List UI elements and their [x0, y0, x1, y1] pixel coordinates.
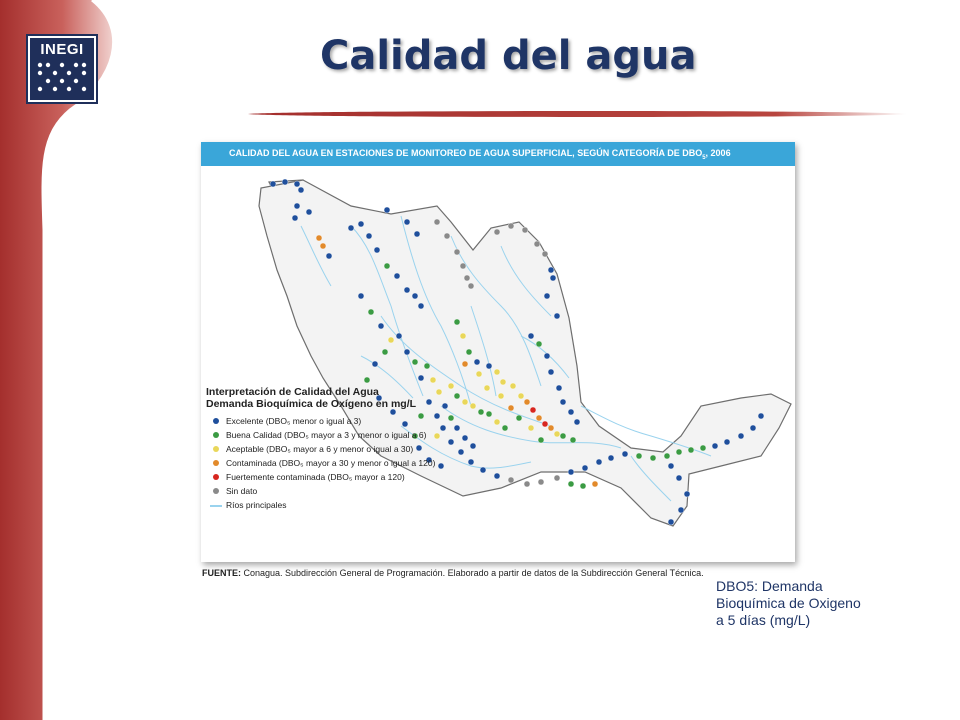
map-legend — [206, 386, 466, 512]
station-marker — [364, 377, 370, 383]
station-marker — [684, 491, 690, 497]
station-marker — [348, 225, 354, 231]
station-marker — [368, 309, 374, 315]
station-marker — [468, 283, 474, 289]
station-marker — [462, 361, 468, 367]
station-marker — [464, 275, 470, 281]
station-marker — [550, 275, 556, 281]
station-marker — [470, 403, 476, 409]
station-marker — [548, 425, 554, 431]
station-marker — [738, 433, 744, 439]
station-marker — [414, 231, 420, 237]
legend-item-label: Aceptable (DBO₅ mayor a 6 y menor o igual a 30) — [226, 444, 414, 454]
station-marker — [524, 399, 530, 405]
station-marker — [394, 273, 400, 279]
station-marker — [668, 519, 674, 525]
note-line-2: Bioquímica de Oxigeno — [716, 595, 861, 611]
station-marker — [678, 507, 684, 513]
note-line-1: DBO5: Demanda — [716, 578, 823, 594]
station-marker — [596, 459, 602, 465]
dot-icon — [213, 432, 219, 438]
side-decorative-band — [0, 0, 140, 720]
station-marker — [636, 453, 642, 459]
source-text: Conagua. Subdirección General de Programación. Elaborado a partir de datos de la Subdirección General Técnica. — [241, 568, 704, 578]
station-marker — [568, 481, 574, 487]
station-marker — [554, 313, 560, 319]
station-marker — [418, 375, 424, 381]
station-marker — [502, 425, 508, 431]
station-marker — [568, 469, 574, 475]
slide-title: Calidad del agua — [320, 33, 697, 79]
legend-item-label: Ríos principales — [226, 500, 287, 510]
station-marker — [750, 425, 756, 431]
station-marker — [412, 359, 418, 365]
station-marker — [538, 479, 544, 485]
station-marker — [424, 363, 430, 369]
station-marker — [592, 481, 598, 487]
station-marker — [498, 393, 504, 399]
station-marker — [668, 463, 674, 469]
station-marker — [544, 353, 550, 359]
station-marker — [444, 233, 450, 239]
legend-item-label: Fuertemente contaminada (DBO₅ mayor a 120) — [226, 472, 405, 482]
legend-title: Interpretación de Calidad del Agua — [206, 386, 379, 398]
station-marker — [306, 209, 312, 215]
station-marker — [372, 361, 378, 367]
station-marker — [560, 433, 566, 439]
title-underline — [248, 110, 908, 118]
legend-item-label: Contaminada (DBO₅ mayor a 30 y menor o igual a 120) — [226, 458, 436, 468]
station-marker — [366, 233, 372, 239]
legend-item — [206, 442, 466, 456]
station-marker — [412, 293, 418, 299]
station-marker — [534, 241, 540, 247]
station-marker — [316, 235, 322, 241]
station-marker — [522, 227, 528, 233]
station-marker — [378, 323, 384, 329]
source-label: FUENTE: — [202, 568, 241, 578]
station-marker — [676, 475, 682, 481]
station-marker — [382, 349, 388, 355]
station-marker — [536, 341, 542, 347]
station-marker — [542, 421, 548, 427]
station-marker — [270, 181, 276, 187]
station-marker — [582, 465, 588, 471]
station-marker — [548, 369, 554, 375]
legend-items — [206, 414, 466, 512]
station-marker — [358, 293, 364, 299]
station-marker — [468, 459, 474, 465]
logo-text: INEGI — [40, 41, 84, 58]
station-marker — [724, 439, 730, 445]
station-marker — [404, 349, 410, 355]
river-line-icon — [210, 505, 222, 507]
station-marker — [554, 431, 560, 437]
station-marker — [434, 219, 440, 225]
station-marker — [494, 473, 500, 479]
station-marker — [542, 251, 548, 257]
station-marker — [700, 445, 706, 451]
station-marker — [574, 419, 580, 425]
dot-icon — [213, 418, 219, 424]
station-marker — [494, 229, 500, 235]
station-marker — [294, 203, 300, 209]
station-marker — [676, 449, 682, 455]
legend-item — [206, 456, 466, 470]
station-marker — [480, 467, 486, 473]
station-marker — [500, 379, 506, 385]
legend-subtitle: Demanda Bioquímica de Oxígeno en mg/L — [206, 398, 417, 410]
station-marker — [664, 453, 670, 459]
station-marker — [544, 293, 550, 299]
legend-item — [206, 484, 466, 498]
note-line-3: a 5 días (mg/L) — [716, 612, 811, 628]
inegi-logo — [28, 36, 96, 102]
station-marker — [404, 287, 410, 293]
legend-item — [206, 498, 466, 512]
station-marker — [470, 443, 476, 449]
station-marker — [530, 407, 536, 413]
legend-item-label: Sin dato — [226, 486, 258, 496]
station-marker — [508, 405, 514, 411]
legend-item — [206, 470, 466, 484]
station-marker — [560, 399, 566, 405]
station-marker — [608, 455, 614, 461]
station-marker — [460, 263, 466, 269]
water-quality-map-figure — [201, 142, 795, 562]
station-marker — [536, 415, 542, 421]
station-marker — [282, 179, 288, 185]
station-marker — [494, 369, 500, 375]
map-header-bar — [201, 142, 795, 166]
map-source — [202, 568, 704, 578]
station-marker — [478, 409, 484, 415]
station-marker — [476, 371, 482, 377]
station-marker — [418, 303, 424, 309]
dot-icon — [213, 446, 219, 452]
dot-icon — [213, 460, 219, 466]
station-marker — [556, 385, 562, 391]
station-marker — [466, 349, 472, 355]
station-marker — [528, 333, 534, 339]
legend-item — [206, 414, 466, 428]
legend-item-label: Excelente (DBO₅ menor o igual a 3) — [226, 416, 362, 426]
station-marker — [430, 377, 436, 383]
station-marker — [484, 385, 490, 391]
logo-dots-icon — [34, 60, 90, 96]
station-marker — [326, 253, 332, 259]
station-marker — [460, 333, 466, 339]
station-marker — [292, 215, 298, 221]
station-marker — [320, 243, 326, 249]
station-marker — [548, 267, 554, 273]
dot-icon — [213, 488, 219, 494]
station-marker — [474, 359, 480, 365]
station-marker — [454, 319, 460, 325]
station-marker — [374, 247, 380, 253]
dbo5-definition-note — [716, 578, 916, 629]
station-marker — [396, 333, 402, 339]
station-marker — [486, 411, 492, 417]
station-marker — [568, 409, 574, 415]
station-marker — [538, 437, 544, 443]
station-marker — [712, 443, 718, 449]
station-marker — [384, 263, 390, 269]
station-marker — [758, 413, 764, 419]
legend-item-label: Buena Calidad (DBO₅ mayor a 3 y menor o igual a 6) — [226, 430, 427, 440]
station-marker — [358, 221, 364, 227]
station-marker — [454, 249, 460, 255]
station-marker — [570, 437, 576, 443]
station-marker — [528, 425, 534, 431]
station-marker — [516, 415, 522, 421]
map-title: CALIDAD DEL AGUA EN ESTACIONES DE MONITOREO DE AGUA SUPERFICIAL, SEGÚN CATEGORÍA DE $DBO_5$, 2006 — [229, 148, 731, 161]
station-marker — [388, 337, 394, 343]
station-marker — [524, 481, 530, 487]
station-marker — [508, 223, 514, 229]
station-marker — [294, 181, 300, 187]
station-marker — [622, 451, 628, 457]
station-marker — [404, 219, 410, 225]
legend-item — [206, 428, 466, 442]
station-marker — [554, 475, 560, 481]
station-marker — [508, 477, 514, 483]
station-marker — [518, 393, 524, 399]
station-marker — [298, 187, 304, 193]
station-marker — [688, 447, 694, 453]
station-marker — [510, 383, 516, 389]
station-marker — [580, 483, 586, 489]
station-marker — [650, 455, 656, 461]
dot-icon — [213, 474, 219, 480]
station-marker — [494, 419, 500, 425]
station-marker — [384, 207, 390, 213]
station-marker — [486, 363, 492, 369]
